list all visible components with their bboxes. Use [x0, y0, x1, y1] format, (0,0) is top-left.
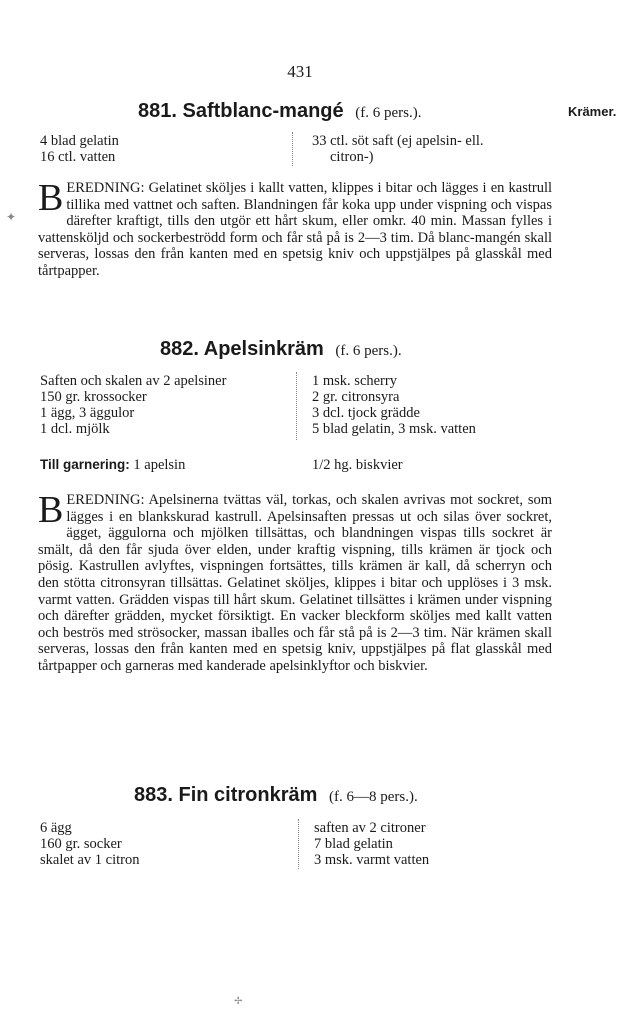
method-text: EREDNING: Apelsinerna tvättas väl, torkas, och skalen avrivas mot sockret, som lägges i en blankskurad kastrull. Apelsinsaften pressas ut och silas över sockret, ägget, äggulorna och mjölken tillsättas, och blandningen vispas tills sockret är smält, då den får sjuda över elden, under kraftig vispning, tills krämen är tjock och pösig. Kastrullen avlyftes, vispningen fortsättes, tills krämen är kall, då scherryn och den stötta citronsyran tillsättas. Gelatinet sköljes, klippes i bitar och upplöses i 3 msk. varmt vatten. Grädden vispas till hårt skum. Gelatinet tillsättes i krämen under vispning och därefter grädden, mycket försiktigt. En vacker bleckform sköljes med kallt vatten och beströs med strösocker, massan iballes och får stå på is 2—3 tim. När krämen skall serveras, lossas den från kanten med en spetsig kniv, uppstjälpes på flat glasskål med tårtpapper och garneras med kanderade apelsinklyftor och biskvier. [38, 492, 552, 674]
method-text: EREDNING: Gelatinet sköljes i kallt vatten, klippes i bitar och lägges i en kastrull tillika med vattnet och saften. Blandningen får koka upp under vispning och vispas därefter kraftigt, tills den utgör ett hårt skum, eller omkr. 40 min. Massan fylles i vattensköljd och sockerbeströdd form och får stå på is 2—3 tim. Då blanc-mangén skall serveras, lossas den från kanten med en spetsig kniv och uppstjälpes på glasskål med tårtpapper. [38, 180, 552, 279]
ingredient: 33 ctl. söt saft (ej apelsin- ell. [312, 133, 484, 149]
recipe-882-number: 882. [160, 338, 199, 360]
recipe-881-number: 881. [138, 100, 177, 122]
ingredient: citron-) [330, 149, 374, 165]
recipe-883-heading [134, 784, 418, 807]
ingredient: 7 blad gelatin [314, 836, 393, 852]
ingredient: 2 gr. citronsyra [312, 389, 400, 405]
ingredient: 16 ctl. vatten [40, 149, 116, 165]
ingredient: 3 msk. varmt vatten [314, 852, 430, 868]
ingredient-divider [298, 819, 299, 869]
ingredient: 5 blad gelatin, 3 msk. vatten [312, 421, 476, 437]
ingredient: 6 ägg [40, 820, 72, 836]
ingredient-divider [292, 132, 293, 166]
dropcap: B [38, 489, 64, 531]
recipe-882-ingredients-right [312, 373, 476, 437]
ingredient: 1 ägg, 3 äggulor [40, 405, 135, 421]
ingredient: 150 gr. krossocker [40, 389, 147, 405]
ingredient-divider [296, 372, 297, 440]
recipe-883-title: Fin citronkräm [178, 784, 318, 806]
garnish-item: 1 apelsin [133, 457, 186, 473]
recipe-883-ingredients-left [40, 820, 139, 868]
recipe-882-heading [160, 338, 402, 361]
page-number: 431 [287, 62, 313, 81]
recipe-882-title: Apelsinkräm [203, 338, 324, 360]
recipe-882-ingredients-left [40, 373, 226, 437]
dropcap: B [38, 177, 64, 219]
recipe-882-servings: (f. 6 pers.). [335, 343, 402, 359]
recipe-881-attribution: Krämer. [568, 104, 617, 119]
recipe-881-ingredients-left [40, 133, 119, 165]
recipe-881-servings: (f. 6 pers.). [355, 105, 422, 121]
ingredient: 1 dcl. mjölk [40, 421, 110, 437]
ingredient: saften av 2 citroner [314, 820, 426, 836]
garnish-item-right: 1/2 hg. biskvier [312, 457, 403, 473]
recipe-882-garnish [40, 457, 185, 474]
ingredient: Saften och skalen av 2 apelsiner [40, 373, 227, 389]
recipe-883-number: 883. [134, 784, 173, 806]
ink-smudge-mark: ✦ [6, 210, 17, 224]
recipe-881-heading [138, 100, 421, 123]
ingredient: skalet av 1 citron [40, 852, 140, 868]
recipe-881-ingredients-right [312, 133, 484, 165]
ingredient: 3 dcl. tjock grädde [312, 405, 420, 421]
ingredient: 1 msk. scherry [312, 373, 397, 389]
recipe-881-method [38, 177, 552, 280]
recipe-881-title: Saftblanc-mangé [182, 100, 344, 122]
garnish-label: Till garnering: [40, 457, 130, 472]
recipe-883-servings: (f. 6—8 pers.). [328, 789, 418, 805]
ingredient: 160 gr. socker [40, 836, 122, 852]
ink-smudge-mark: ✢ [234, 996, 243, 1007]
ingredient: 4 blad gelatin [40, 133, 119, 149]
recipe-883-ingredients-right [314, 820, 429, 868]
recipe-882-method [38, 489, 552, 675]
